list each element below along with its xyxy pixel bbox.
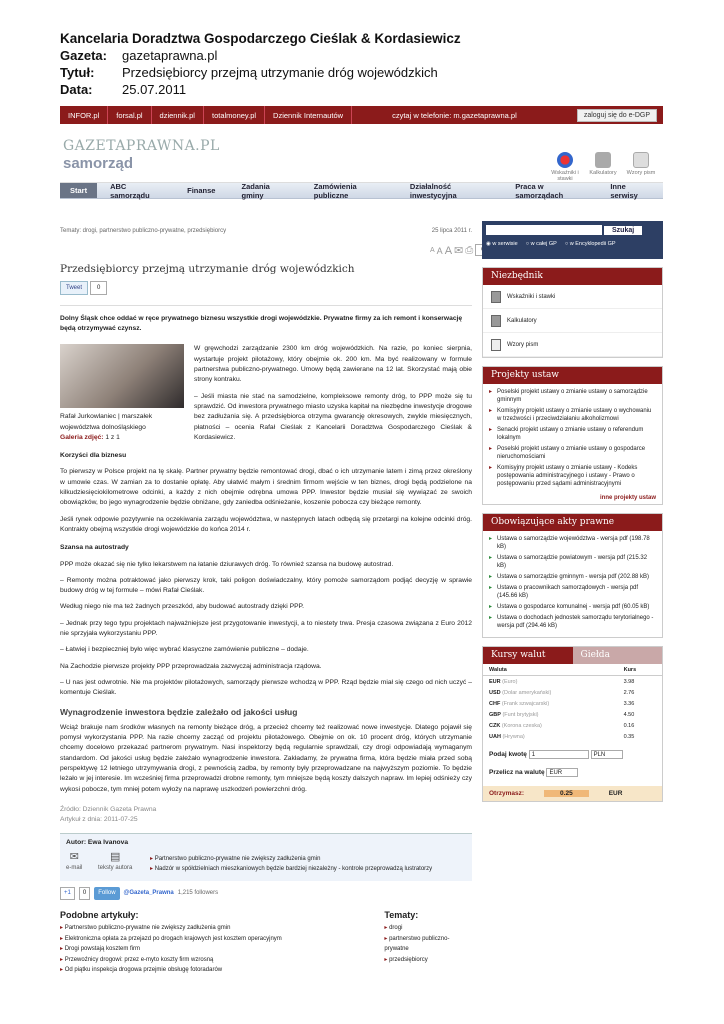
stats-icon — [491, 291, 501, 303]
to-currency-select[interactable]: EUR — [546, 768, 578, 777]
currency-calculator — [483, 742, 662, 786]
akt-link[interactable]: ▸ Ustawa o samorządzie powiatowym - wersja pdf (215.32 kB) — [489, 554, 656, 570]
col-header: Kurs — [618, 664, 662, 676]
search-input[interactable] — [486, 225, 602, 235]
value-gazeta: gazetaprawna.pl — [122, 48, 218, 63]
tab-gielda[interactable]: Giełda — [573, 647, 663, 664]
more-projects-link[interactable]: inne projekty ustaw — [599, 495, 656, 501]
tool-label: Wzory pism — [626, 170, 656, 176]
currency-rate: 0.35 — [623, 733, 635, 740]
projekt-link[interactable]: ▸ Poselski projekt ustawy o zmianie ustawy o gospodarce nieruchomościami — [489, 445, 656, 461]
label-tytul: Tytuł: — [60, 65, 95, 80]
currency-code: GBP — [489, 711, 501, 718]
currency-rate: 3.36 — [623, 700, 635, 707]
currency-name: (Frank szwajcarski) — [501, 700, 550, 707]
login-button[interactable]: zaloguj się do e-DGP — [577, 109, 657, 122]
currency-rate: 0.16 — [623, 722, 635, 729]
projekt-link[interactable]: ▸ Poselski projekt ustawy o zmianie ustawy o samorządzie gminnym — [489, 388, 656, 404]
topbar-link[interactable]: forsal.pl — [108, 106, 151, 124]
box-heading: Wynagrodzenie inwestora będzie zależało od jakości usług — [60, 706, 298, 717]
box-title: Obowiązujące akty prawne — [483, 514, 662, 531]
result-label: Otrzymasz: — [489, 790, 525, 797]
projekt-link[interactable]: ▸ Komisyjny projekt ustawy o zmianie ustawy o wychowaniu w trzeźwości i przeciwdziałaniu alkoholizmowi — [489, 407, 656, 423]
nav-item[interactable]: Zadania gminy — [241, 181, 270, 200]
convert-label: Przelicz na walutę — [489, 769, 545, 776]
article-source: Źródło: Dziennik Gazeta Prawna — [60, 805, 157, 813]
similar-link[interactable]: ▸ Od piątku inspekcja drogowa przejmie obsługę fotoradarów — [60, 965, 334, 976]
photo-caption: Rafał Jurkowlaniec | marszałek województwa dolnośląskiego — [60, 413, 153, 431]
table-row — [483, 709, 662, 720]
subheading: Szansa na autostrady — [60, 544, 129, 552]
currency-table — [483, 664, 662, 742]
item-label: Wzory pism — [507, 341, 539, 348]
print-icon[interactable]: ⎙ — [465, 245, 474, 256]
author-article-link[interactable]: ▸ Partnerstwo publiczno-prywatne nie zwiększy zadłużenia gmin — [150, 854, 432, 864]
currency-name: (Korona czeska) — [501, 722, 542, 729]
scope-label: w całej GP — [530, 241, 557, 247]
article-date: 25 lipca 2011 r. — [431, 228, 472, 234]
niezbednik-item[interactable] — [483, 309, 662, 333]
similar-link[interactable]: ▸ Przewoźnicy drogowi: przez e-myto koszty firm wzrosną — [60, 955, 334, 966]
tool-kalkulatory[interactable] — [588, 152, 618, 176]
item-label: Wskaźniki i stawki — [507, 293, 556, 300]
currency-rate: 3.98 — [623, 678, 635, 685]
akt-link[interactable]: ▸ Ustawa o gospodarce komunalnej - wersja pdf (60.05 kB) — [489, 603, 656, 611]
projekt-link[interactable]: ▸ Komisyjny projekt ustawy o zmianie ustawy - Kodeks postępowania administracyjnego i ustawy - Prawo o postępowaniu przed sądami administracyjnymi — [489, 464, 656, 488]
table-row — [483, 676, 662, 688]
search-scope — [486, 241, 659, 247]
brand-header — [60, 128, 663, 183]
document-icon — [633, 152, 649, 168]
follow-button[interactable]: Follow — [94, 887, 119, 899]
calculator-icon — [595, 152, 611, 168]
paragraph: To pierwszy w Polsce projekt na tę skalę. Partner prywatny będzie remontować drogi, dbać o ich utrzymanie latem i zimą przez określony w umowie czas. W zamian za to dostanie opłatę. Aby ułatwić małym i średnim firmom wejście w ten biznes, drogi będą podzielone na kilkudziesięciokilometrowe odcinki, a każdy z nich obejmie odrębna umowa PPP. Inwestor będzie musiał się wywiązać ze swoich obowiązków, bo jego wynagrodzenie będzie obniżane, gdy zaniedba odśnieżanie, koszenie pobocza czy bieżące remonty. — [60, 468, 472, 507]
currency-code: USD — [489, 689, 501, 696]
portrait-image[interactable] — [60, 344, 184, 408]
tool-wzory[interactable] — [626, 152, 656, 176]
currency-code: UAH — [489, 733, 501, 740]
calculator-icon — [491, 315, 501, 327]
author-texts[interactable] — [98, 852, 132, 873]
plusone-button[interactable]: +1 — [60, 887, 75, 899]
author-article-link[interactable]: ▸ Nadzór w spółdzielniach mieszkaniowych będzie bardziej niezależny - kontrole przeprowadzą lustratorzy — [150, 864, 432, 874]
currency-name: (Euro) — [502, 678, 518, 685]
niezbednik-item[interactable] — [483, 333, 662, 357]
tags-title: Tematy: — [384, 909, 419, 920]
currency-name: (Funt brytyjski) — [502, 711, 539, 718]
chart-icon — [557, 152, 573, 168]
box-title: Projekty ustaw — [483, 367, 662, 384]
search-box — [482, 221, 663, 259]
paragraph: Jeśli rynek odpowie pozytywnie na oczekiwania zarządu województwa, w następnych latach odbędą się przetargi na kolejne odcinki dróg. Kontrakty obejmą wszystkie drogi wojewódzkie do końca 2014 r. — [60, 515, 472, 533]
currency-rate: 2.76 — [623, 689, 635, 696]
nav-item[interactable]: ABC samorządu — [110, 181, 150, 200]
currency-code: CHF — [489, 700, 501, 707]
nav-item[interactable]: Finanse — [187, 186, 216, 195]
item-label: Kalkulatory — [507, 317, 537, 324]
niezbednik-item[interactable] — [483, 285, 662, 309]
paragraph: – Jednak przy tego typu projektach najważniejsze jest przygotowanie inwestycji, a to niestety trwa. Presja czasowa związana z Euro 2012 nie sprzyjała wykorzystaniu PPP. — [60, 619, 472, 638]
main-nav — [60, 183, 663, 199]
author-texts-label: teksty autora — [98, 864, 133, 871]
paragraph: Według niego nie ma też żadnych przeszkód, aby budować autostrady dzięki PPP. — [60, 603, 304, 611]
tweet-button[interactable]: Tweet — [60, 281, 88, 295]
article-topics: Tematy: drogi, partnerstwo publiczno-prywatne, przedsiębiorcy — [60, 228, 227, 234]
result-value: 0.25 — [544, 790, 589, 797]
tool-label: Wskaźniki i stawki — [551, 170, 579, 182]
font-small-button[interactable]: A — [430, 247, 435, 254]
paragraph: Wciąż brakuje nam środków własnych na remonty bieżące dróg, a przecież chcemy też realizować nowe inwestycje. Dlatego pojawił się pomysł wykorzystania PPP. Na razie chcemy zacząć od projektu pilotażowego. Obejmie on ok. 10 procent dróg, których utrzymanie chcemy docelowo przekazać partnerom prywatnym. Nasi inspektorzy będą regularnie sprawdzali, czy drogi odpowiadają wymaganym standardom. Od jakości usług będzie zależało wynagrodzenie inwestora. Zakładamy, że prywatna firma, która będzie miała przed sobą perspektywę 12 letniego utrzymywania drogi, z pewnością zadba, by remonty były przeprowadzane na najwyższym poziomie. To będzie leżało w jej interesie. Im wcześniej firma przeprowadzi drobne remonty, tym mniejsze będą koszty dalszych napraw. Im lepiej odśnieży czy wykosi pobocze, tym mniej potem wyłoży na naprawę uszkodzeń powierzchni dróg. — [60, 723, 472, 793]
akt-link[interactable]: ▸ Ustawa o samorządzie województwa - wersja pdf (198.78 kB) — [489, 535, 656, 551]
paragraph: Na Zachodzie pierwsze projekty PPP przeprowadzała zazwyczaj administracja rządowa. — [60, 662, 322, 670]
niezbednik-box — [482, 267, 663, 358]
company-name: Kancelaria Doradztwa Gospodarczego Cieślak & Kordasiewicz — [60, 31, 461, 46]
gallery-count[interactable]: 1 z 1 — [105, 434, 120, 442]
akt-link[interactable]: ▸ Ustawa o pracownikach samorządowych - wersja pdf (145.66 kB) — [489, 584, 656, 600]
similar-link[interactable]: ▸ Elektroniczna opłata za przejazd po drogach krajowych jest kosztem operacyjnym — [60, 934, 334, 945]
similar-articles — [60, 910, 334, 976]
label-data: Data: — [60, 82, 93, 97]
paragraph: – Remonty można potraktować jako pierwszy krok, taki poligon doświadczalny, który pomoże samorządom podjąć decyzję w sprawie budowy dróg w tej formule – mówi Rafał Cieślak. — [60, 576, 472, 595]
tag-link[interactable]: ▸ przedsiębiorcy — [384, 955, 472, 966]
tags — [384, 910, 472, 976]
article-lead: Dolny Śląsk chce oddać w ręce prywatnego biznesu wszystkie drogi wojewódzkie. Prywatne firmy za ich remont i konserwację będą otrzymywać czynsz. — [60, 305, 472, 335]
related — [60, 910, 472, 976]
article-issued: Artykuł z dnia: 2011-07-25 — [60, 816, 138, 824]
top-bar — [60, 106, 663, 124]
sidebar — [482, 221, 663, 802]
author-email-label: e-mail — [66, 864, 83, 871]
box-title: Niezbędnik — [483, 268, 662, 285]
nav-item[interactable]: Zamówienia publiczne — [313, 181, 357, 200]
paragraph: – U nas jest odwrotnie. Nie ma projektów pilotażowych, samorządy pierwsze wchodzą w PPP. Rząd będzie miał się czego od nich uczyć – komentuje Cieślak. — [60, 678, 472, 697]
tag-link[interactable]: ▸ drogi — [384, 923, 472, 934]
table-row — [483, 720, 662, 731]
topbar-link[interactable]: INFOR.pl — [60, 106, 108, 124]
article — [60, 226, 472, 976]
scope-label: w Encyklopedii GP — [569, 241, 616, 247]
tweet-count: 0 — [90, 281, 107, 295]
font-large-button[interactable]: A — [444, 245, 453, 257]
projekty-box — [482, 366, 663, 505]
document-meta — [60, 30, 461, 98]
tab-kursy[interactable]: Kursy walut — [483, 647, 573, 664]
email-icon[interactable]: ✉ — [454, 245, 464, 257]
author-box — [60, 833, 472, 881]
currency-rate: 4.50 — [623, 711, 635, 718]
result-currency: EUR — [608, 790, 623, 797]
scope-option[interactable]: ○ w całej GP — [525, 241, 557, 247]
akt-link[interactable]: ▸ Ustawa o dochodach jednostek samorządu terytorialnego - wersja pdf (294.46 kB) — [489, 614, 656, 630]
amount-input[interactable]: 1 — [529, 750, 589, 759]
author-articles — [150, 854, 432, 874]
nav-item[interactable]: Praca w samorządach — [515, 181, 564, 200]
tool-label: Kalkulatory — [589, 170, 617, 176]
currency-name: (Dolar amerykański) — [502, 689, 552, 696]
article-title: Przedsiębiorcy przejmą utrzymanie dróg wojewódzkich — [60, 263, 355, 276]
twitter-handle[interactable]: @Gazeta_Prawna — [123, 890, 174, 897]
author-email[interactable] — [66, 852, 82, 873]
paragraph: – Łatwiej i bezpieczniej było więc wybrać klasyczne zamówienie publiczne – dodaje. — [60, 646, 309, 654]
topbar-link[interactable]: dziennik.pl — [152, 106, 204, 124]
scope-option[interactable]: ○ w Encyklopedii GP — [564, 241, 616, 247]
value-tytul: Przedsiębiorcy przejmą utrzymanie dróg wojewódzkich — [122, 65, 438, 80]
document-icon — [491, 339, 501, 351]
tag-link[interactable]: ▸ partnerstwo publiczno-prywatne — [384, 934, 472, 955]
amount-label: Podaj kwotę — [489, 751, 527, 758]
topbar-link[interactable]: Dziennik Internautów — [265, 106, 352, 124]
similar-link[interactable]: ▸ Drogi powstają kosztem firm — [60, 944, 334, 955]
paragraph: – Jeśli miasta nie stać na samodzielne, kompleksowe remonty dróg, to PPP może się tu sprawdzić. Od inwestora prywatnego miasto uzyska kapitał na niezbędne inwestycje drogowe bez zadłużania się. A przedsiębiorca otrzyma gwarancję okresowych, zwykle miesięcznych, płatności – ocenia Rafał Cieślak z Kancelarii Doradztwa Gospodarczego Cieślak & Kordasiewicz. — [194, 392, 472, 441]
akty-box — [482, 513, 663, 638]
col-header: Waluta — [483, 664, 618, 676]
subheading: Korzyści dla biznesu — [60, 452, 127, 460]
gallery-label: Galeria zdjęć: — [60, 434, 104, 442]
plusone-count: 0 — [79, 887, 90, 899]
author-name[interactable]: Autor: Ewa Ivanova — [66, 839, 129, 847]
paragraph: W gręwchodzi zarządzanie 2300 km dróg wojewódzkich. Na razie, po koniec sierpnia, wystartuje projekt pilotażowy, który obejmie ok. 200 km. Ma być realizowany w formule partnerstwa publiczno-prywatnego. Umowy będą zawierane na 12 lat. Skorzystać mają obie strony kontraku. — [194, 345, 472, 384]
paragraph: PPP może okazać się nie tylko lekarstwem na łatanie dziurawych dróg. To również szansa na budowę autostrad. — [60, 560, 394, 568]
table-row — [483, 698, 662, 709]
nav-start[interactable]: Start — [60, 183, 97, 198]
mobile-link[interactable]: czytaj w telefonie: m.gazetaprawna.pl — [392, 110, 517, 120]
nav-item[interactable]: Działalność inwestycyjna — [409, 181, 457, 200]
currency-code: EUR — [489, 678, 501, 685]
font-medium-button[interactable]: A — [436, 246, 443, 256]
similar-title: Podobne artykuły: — [60, 909, 139, 920]
tool-wskazniki[interactable] — [550, 152, 580, 182]
from-currency-select[interactable]: PLN — [591, 750, 623, 759]
envelope-icon: ✉ — [69, 851, 79, 864]
table-row — [483, 731, 662, 742]
nav-item[interactable]: Inne serwisy — [610, 181, 638, 200]
currency-code: CZK — [489, 722, 501, 729]
currency-name: (Hrywna) — [502, 733, 525, 740]
section-logo[interactable]: samorząd — [63, 155, 134, 172]
topbar-link[interactable]: totalmoney.pl — [204, 106, 265, 124]
table-row — [483, 687, 662, 698]
tweet-widget — [60, 281, 472, 295]
search-button[interactable]: Szukaj — [604, 226, 642, 235]
site-logo[interactable]: GAZETAPRAWNA.PL — [63, 138, 220, 154]
value-data: 25.07.2011 — [122, 82, 187, 97]
document-icon: ▤ — [109, 851, 121, 864]
social-bar — [60, 887, 472, 899]
projekt-link[interactable]: ▸ Senacki projekt ustawy o zmianie ustawy o referendum lokalnym — [489, 426, 656, 442]
scope-option[interactable]: ◉ w serwisie — [486, 241, 518, 247]
followers-count: 1,215 followers — [177, 890, 219, 897]
akt-link[interactable]: ▸ Ustawa o samorządzie gminnym - wersja pdf (202.88 kB) — [489, 573, 656, 581]
article-photo — [60, 344, 184, 443]
label-gazeta: Gazeta: — [60, 48, 107, 63]
similar-link[interactable]: ▸ Partnerstwo publiczno-prywatne nie zwiększy zadłużenia gmin — [60, 923, 334, 934]
conversion-result — [483, 786, 662, 801]
scope-label: w serwisie — [492, 241, 518, 247]
currency-box — [482, 646, 663, 802]
